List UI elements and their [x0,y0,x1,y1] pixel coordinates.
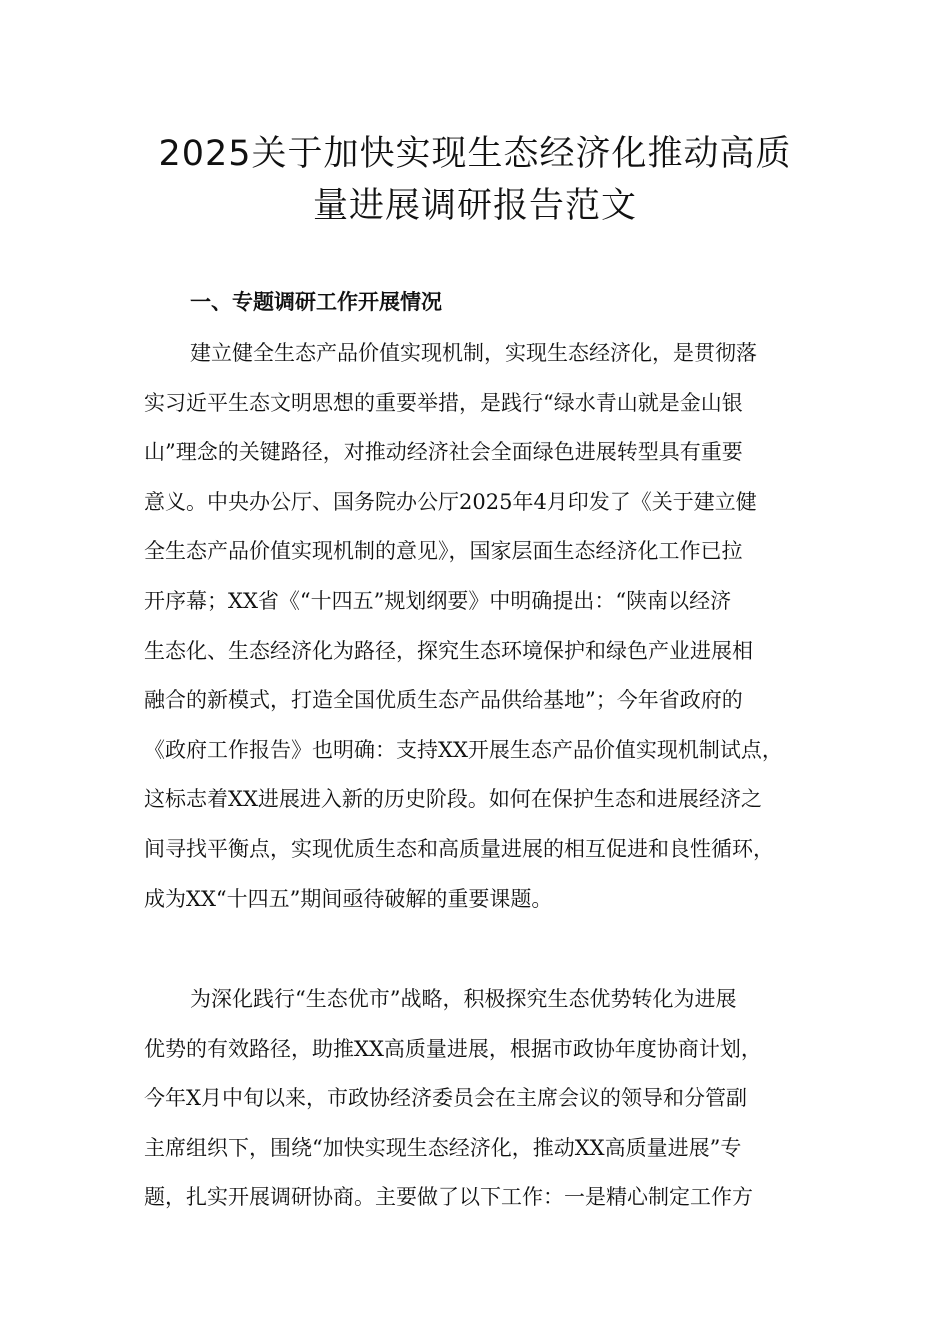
paragraph-line: 山”理念的关键路径，对推动经济社会全面绿色进展转型具有重要 [144,440,743,465]
section-heading: 一、专题调研工作开展情况 [190,289,442,314]
document-title [120,128,830,232]
paragraph-line: 题，扎实开展调研协商。主要做了以下工作：一是精心制定工作方 [144,1185,753,1210]
paragraph-1 [144,335,814,930]
paragraph-2 [144,981,814,1229]
paragraph-line: 建立健全生态产品价值实现机制，实现生态经济化，是贯彻落 [190,341,757,365]
paragraph-line: 优势的有效路径，助推XX高质量进展，根据市政协年度协商计划， [144,1036,762,1061]
title-line: 2025关于加快实现生态经济化推动高质 [158,134,792,174]
paragraph-line: 主席组织下，围绕“加快实现生态经济化，推动XX高质量进展”专 [144,1135,742,1160]
paragraph-line: 今年X月中旬以来，市政协经济委员会在主席会议的领导和分管副 [144,1086,747,1111]
paragraph-line: 开序幕；XX省《“十四五”规划纲要》中明确提出：“陕南以经济 [144,588,732,613]
paragraph-line: 生态化、生态经济化为路径，探究生态环境保护和绿色产业进展相 [144,638,753,663]
paragraph-line: 融合的新模式，打造全国优质生态产品供给基地”；今年省政府的 [144,688,743,713]
paragraph-line: 这标志着XX进展进入新的历史阶段。如何在保护生态和进展经济之 [144,787,762,812]
paragraph-line: 间寻找平衡点，实现优质生态和高质量进展的相互促进和良性循环， [144,836,774,861]
paragraph-line: 《政府工作报告》也明确：支持XX开展生态产品价值实现机制试点， [144,737,783,762]
paragraph-line: 为深化践行“生态优市”战略，积极探究生态优势转化为进展 [190,987,737,1011]
paragraph-line: 全生态产品价值实现机制的意见》，国家层面生态经济化工作已拉 [144,539,743,564]
paragraph-line: 实习近平生态文明思想的重要举措，是践行“绿水青山就是金山银 [144,390,743,415]
title-line: 量进展调研报告范文 [312,186,637,226]
paragraph-line: 成为XX“十四五”期间亟待破解的重要课题。 [144,886,553,911]
paragraph-line: 意义。中央办公厅、国务院办公厅2025年4月印发了《关于建立健 [144,489,757,514]
